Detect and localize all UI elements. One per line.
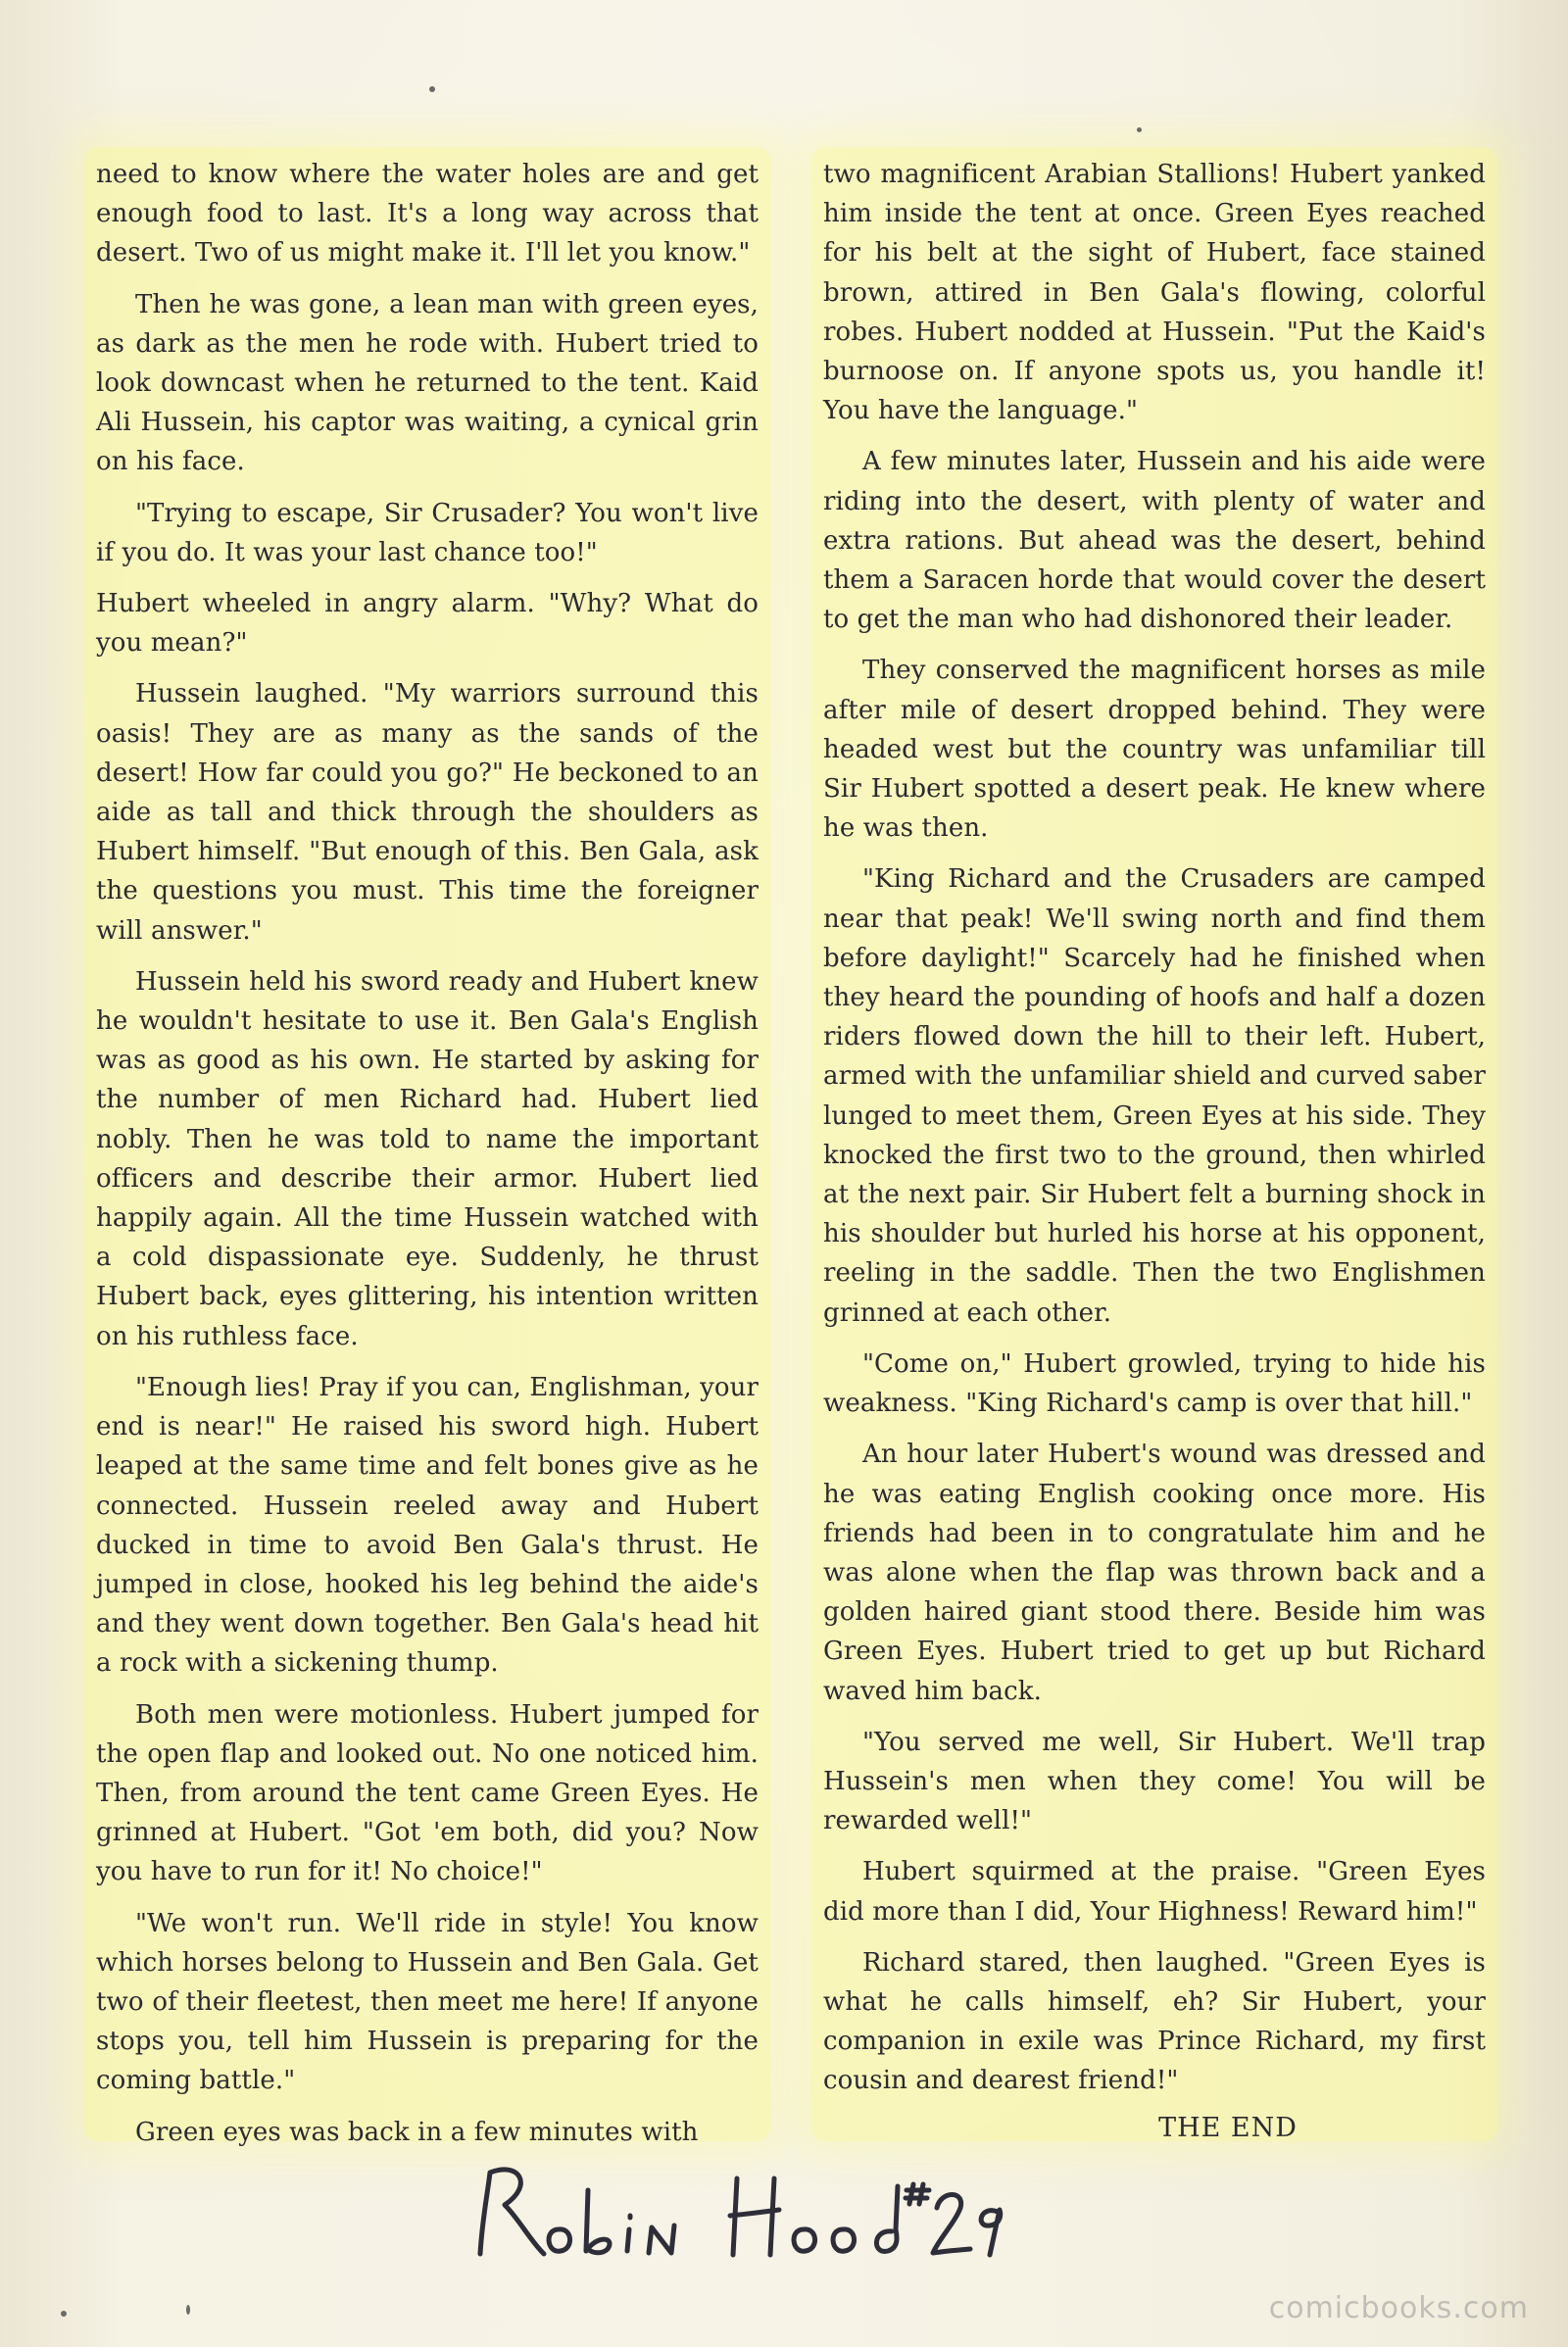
print-speck: [61, 2311, 67, 2317]
paragraph: Hussein laughed. "My warriors surround this oasis! They are as many as the sands of the desert! How far could you go?" He beckoned to an aide as tall and thick through the shoulders as Hubert himself. "But enough of this. Ben Gala, ask the questions you must. This time the foreigner will answer.": [96, 679, 759, 946]
paragraph: Then he was gone, a lean man with green eyes, as dark as the men he rode with. Hubert tried to look downcast when he returned to the tent. Kaid Ali Hussein, his captor was waiting, a cynical grin on his face.: [96, 289, 759, 477]
print-speck: [429, 86, 435, 92]
paragraph: "You served me well, Sir Hubert. We'll trap Hussein's men when they come! You will be rewarded well!": [823, 1727, 1486, 1836]
paragraph: "Come on," Hubert growled, trying to hide his weakness. "King Richard's camp is over that hill.": [823, 1348, 1486, 1419]
paragraph: A few minutes later, Hussein and his aide were riding into the desert, with plenty of water and extra rations. But ahead was the desert, behind them a Saracen horde that would cover the desert to get the man who had dishonored their leader.: [823, 447, 1486, 635]
print-speck: [186, 2305, 190, 2315]
paragraph: "Enough lies! Pray if you can, Englishman, your end is near!" He raised his sword high. Hubert leaped at the same time and felt bones give as he connected. Hussein reeled away and Hubert ducked in time to avoid Ben Gala's thrust. He jumped in close, hooked his leg behind the aide's and they went down together. Ben Gala's head hit a rock with a sickening thump.: [96, 1372, 759, 1679]
the-end-label: THE END: [1158, 2112, 1298, 2143]
watermark: comicbooks.com: [1268, 2291, 1529, 2325]
paragraph: "King Richard and the Crusaders are camped near that peak! We'll swing north and find them before daylight!" Scarcely had he finished when they heard the pounding of hoofs and half a dozen riders flowed down the hill to their left. Hubert, armed with the unfamiliar shield and curved saber lunged to meet them, Green Eyes at his side. They knocked the first two to the ground, then whirled at the next pair. Sir Hubert felt a burning shock in his shoulder but hurled his horse at his opponent, reeling in the saddle. Then the two Englishmen grinned at each other.: [823, 864, 1486, 1328]
print-speck: [1137, 127, 1142, 132]
signature-icon: [461, 2151, 1009, 2278]
paragraph: Richard stared, then laughed. "Green Eyes is what he calls himself, eh? Sir Hubert, your companion in exile was Prince Richard, my first cousin and dearest friend!": [823, 1947, 1486, 2096]
handwritten-signature: [461, 2151, 1009, 2278]
paragraph: "Trying to escape, Sir Crusader? You won't live if you do. It was your last chance too!": [96, 498, 759, 567]
paragraph: They conserved the magnificent horses as mile after mile of desert dropped behind. They were headed west but the country was unfamiliar till Sir Hubert spotted a desert peak. He knew where he was then.: [823, 656, 1486, 844]
paragraph: Hussein held his sword ready and Hubert knew he wouldn't hesitate to use it. Ben Gala's English was as good as his own. He started by asking for the number of men Richard had. Hubert lied nobly. Then he was told to name the important officers and describe their armor. Hubert lied happily again. All the time Hussein watched with a cold dispassionate eye. Suddenly, he thrust Hubert back, eyes glittering, his intention written on his ruthless face.: [96, 966, 759, 1351]
paragraph: "We won't run. We'll ride in style! You know which horses belong to Hussein and Ben Gala. Get two of their fleetest, then meet me here! If anyone stops you, tell him Hussein is preparing for the coming battle.": [96, 1908, 759, 2096]
paragraph: two magnificent Arabian Stallions! Hubert yanked him inside the tent at once. Green Eyes reached for his belt at the sight of Hubert, face stained brown, attired in Ben Gala's flowing, colorful robes. Hubert nodded at Hussein. "Put the Kaid's burnoose on. If anyone spots us, you handle it! You have the language.": [823, 160, 1486, 426]
paragraph: Green eyes was back in a few minutes with: [135, 2117, 699, 2147]
paragraph: An hour later Hubert's wound was dressed and he was eating English cooking once more. His friends had been in to congratulate him and he was alone when the flap was thrown back and a golden haired giant stood there. Beside him was Green Eyes. Hubert tried to get up but Richard waved him back.: [823, 1440, 1486, 1706]
paragraph: need to know where the water holes are and get enough food to last. It's a long way across that desert. Two of us might make it. I'll let you know.": [96, 160, 759, 269]
paragraph: Hubert wheeled in angry alarm. "Why? What do you mean?": [96, 589, 759, 659]
right-text-column: [811, 147, 1497, 2141]
left-text-column: [84, 147, 770, 2147]
paragraph: Hubert squirmed at the praise. "Green Eyes did more than I did, Your Highness! Reward him!": [823, 1857, 1486, 1927]
paragraph: Both men were motionless. Hubert jumped for the open flap and looked out. No one noticed him. Then, from around the tent came Green Eyes. He grinned at Hubert. "Got 'em both, did you? Now you have to run for it! No choice!": [96, 1699, 759, 1887]
